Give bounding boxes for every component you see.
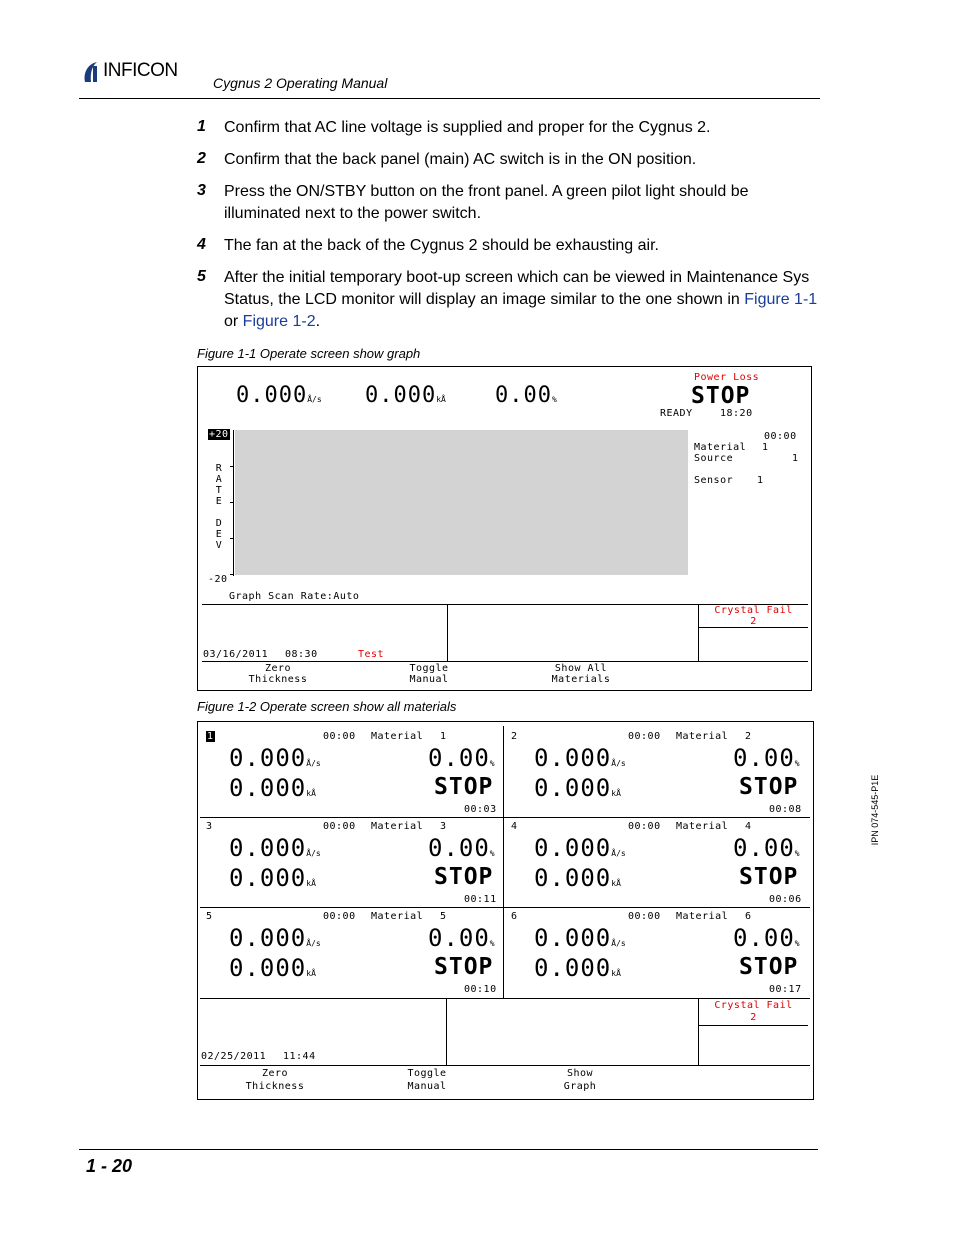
step-number: 3 [197, 182, 206, 199]
cell-power [733, 834, 800, 862]
cell-time: 00:00 [628, 911, 661, 922]
cell-power-value: 0.00 [733, 744, 795, 772]
crystal-fail-alert [699, 605, 808, 627]
show-all-materials-softkey[interactable] [531, 663, 631, 685]
y-axis-top: +20 [209, 429, 229, 440]
panel-divider [698, 1025, 808, 1026]
cell-rate [229, 834, 321, 862]
cell-material-label: Material [371, 911, 424, 922]
y-axis-letter: E [215, 496, 223, 507]
crystal-fail-alert [699, 1000, 808, 1024]
cell-power-unit: % [794, 939, 800, 948]
material-cell-2[interactable] [503, 722, 813, 817]
cell-number: 1 [207, 731, 214, 742]
softkey-label: Materials [551, 674, 611, 685]
zero-thickness-softkey[interactable] [228, 663, 328, 685]
cell-material-label: Material [676, 821, 729, 832]
cell-material-number: 6 [745, 911, 752, 922]
step-text [224, 267, 819, 333]
y-axis-line [233, 430, 234, 576]
test-label: Test [358, 649, 385, 660]
cell-number: 5 [206, 911, 213, 922]
material-cell-3[interactable] [198, 812, 503, 907]
cell-state: STOP [434, 774, 494, 800]
softkey-label: Zero [261, 1068, 289, 1079]
step-text-part: . [315, 313, 321, 330]
cell-power [428, 744, 495, 772]
step-text-part: After the initial temporary boot-up screen which can be viewed in Maintenance Sys Status, the LCD monitor will display an image similar to the one shown in [224, 269, 810, 308]
softkey-label: Toggle [409, 663, 449, 674]
y-axis-tick [230, 502, 234, 503]
cell-rate [534, 924, 626, 952]
figure-1-2-caption: Figure 1-2 Operate screen show all materials [197, 699, 457, 714]
cell-power-value: 0.00 [733, 924, 795, 952]
crystal-fail-number: 2 [750, 1012, 757, 1023]
elapsed-time: 00:00 [764, 431, 797, 442]
state-stop: STOP [691, 383, 751, 409]
cell-elapsed: 00:08 [769, 804, 802, 815]
crystal-fail-number: 2 [750, 616, 757, 627]
y-axis-letter: T [215, 485, 223, 496]
cell-material-number: 1 [440, 731, 447, 742]
cell-elapsed: 00:11 [464, 894, 497, 905]
panel-divider [446, 998, 447, 1065]
y-axis-letter: V [215, 540, 223, 551]
step-number: 2 [197, 150, 206, 167]
softkey-label: Manual [407, 1081, 447, 1092]
rate-readout [236, 383, 322, 408]
sensor-value: 1 [757, 475, 764, 486]
logo-text: INFICON [103, 60, 178, 81]
softkey-label: Thickness [245, 1081, 305, 1092]
cell-power-unit: % [489, 939, 495, 948]
cell-thickness-unit: kÅ [306, 969, 316, 978]
rate-value: 0.000 [236, 383, 308, 408]
inficon-logo [81, 60, 193, 84]
clock-time: 18:20 [720, 408, 753, 419]
cell-thickness [534, 954, 621, 982]
cell-rate-unit: Å/s [306, 939, 321, 948]
cell-material-label: Material [676, 731, 729, 742]
cell-state: STOP [739, 954, 799, 980]
cell-rate-unit: Å/s [306, 849, 321, 858]
step-text: The fan at the back of the Cygnus 2 should be exhausting air. [224, 237, 659, 254]
cell-rate-unit: Å/s [611, 939, 626, 948]
cell-rate-value: 0.000 [229, 834, 307, 862]
toggle-manual-softkey[interactable] [377, 1067, 477, 1093]
figure-1-2-lcd-screen [197, 721, 814, 1100]
softkey-divider [200, 1065, 810, 1066]
cell-state: STOP [739, 864, 799, 890]
cell-power-value: 0.00 [428, 744, 490, 772]
y-axis-tick [230, 574, 234, 575]
material-cell-5[interactable] [198, 902, 503, 997]
material-value: 1 [762, 442, 769, 453]
cell-thickness-value: 0.000 [534, 954, 612, 982]
step-number: 4 [197, 236, 206, 253]
cell-elapsed: 00:06 [769, 894, 802, 905]
rate-dev-graph-area [235, 430, 688, 575]
cell-rate-unit: Å/s [306, 759, 321, 768]
cell-number: 4 [511, 821, 518, 832]
ready-label: READY [660, 408, 693, 419]
cell-elapsed: 00:03 [464, 804, 497, 815]
cell-thickness-value: 0.000 [229, 864, 307, 892]
graph-scan-rate: Graph Scan Rate:Auto [229, 591, 360, 602]
thickness-readout [365, 383, 446, 408]
zero-thickness-softkey[interactable] [225, 1067, 325, 1093]
cell-power [733, 744, 800, 772]
step-number: 5 [197, 268, 206, 285]
footer-rule [79, 1149, 818, 1150]
step-text-part: or [224, 313, 243, 330]
cell-power-unit: % [794, 759, 800, 768]
cell-rate-value: 0.000 [534, 834, 612, 862]
material-label: Material [694, 442, 747, 453]
y-axis-letter: A [215, 474, 223, 485]
cell-rate-value: 0.000 [534, 924, 612, 952]
cell-elapsed: 00:17 [769, 984, 802, 995]
material-cell-4[interactable] [503, 812, 813, 907]
y-axis-letter [215, 507, 223, 518]
clock-label: 08:30 [285, 649, 318, 660]
doc-title: Cygnus 2 Operating Manual [213, 75, 388, 91]
figure-1-1-link[interactable]: Figure 1-1 [744, 291, 818, 308]
cell-number: 3 [206, 821, 213, 832]
date-label: 02/25/2011 [201, 1051, 267, 1062]
power-unit: % [551, 395, 557, 404]
cell-power-unit: % [489, 759, 495, 768]
rate-unit: Å/s [307, 395, 322, 404]
clock-label: 11:44 [283, 1051, 316, 1062]
cell-thickness-value: 0.000 [229, 774, 307, 802]
panel-divider [698, 627, 808, 628]
y-axis-tick [230, 538, 234, 539]
cell-material-label: Material [371, 731, 424, 742]
cell-power-unit: % [489, 849, 495, 858]
page-number: 1 - 20 [86, 1156, 133, 1176]
material-cell-1[interactable] [198, 722, 503, 817]
softkey-label: Toggle [407, 1068, 447, 1079]
thickness-value: 0.000 [365, 383, 437, 408]
figure-1-1-caption: Figure 1-1 Operate screen show graph [197, 346, 421, 361]
cell-number: 6 [511, 911, 518, 922]
cell-rate-value: 0.000 [229, 924, 307, 952]
cell-power [733, 924, 800, 952]
cell-elapsed: 00:10 [464, 984, 497, 995]
softkey-label: Manual [409, 674, 449, 685]
cell-thickness-unit: kÅ [306, 879, 316, 888]
cell-time: 00:00 [323, 821, 356, 832]
power-value: 0.00 [495, 383, 552, 408]
inficon-logo-icon [81, 60, 103, 84]
softkey-label: Zero [264, 663, 292, 674]
cell-state: STOP [434, 864, 494, 890]
ipn-code: IPN 074-545-P1E [870, 774, 880, 846]
cell-thickness-unit: kÅ [306, 789, 316, 798]
thickness-unit: kÅ [436, 395, 446, 404]
header-rule [79, 98, 820, 99]
cell-number: 2 [511, 731, 518, 742]
cell-material-label: Material [371, 821, 424, 832]
step-number: 1 [197, 118, 206, 135]
softkey-label: Show [566, 1068, 594, 1079]
cell-power [428, 924, 495, 952]
y-axis-bottom: -20 [208, 574, 228, 585]
cell-thickness [229, 954, 316, 982]
step-text: Confirm that AC line voltage is supplied and proper for the Cygnus 2. [224, 119, 711, 136]
cell-material-number: 2 [745, 731, 752, 742]
figure-1-1-lcd-screen [197, 366, 812, 691]
y-axis-letter: R [215, 463, 223, 474]
cell-time: 00:00 [628, 731, 661, 742]
cell-time: 00:00 [323, 911, 356, 922]
y-axis-letters [215, 463, 223, 551]
crystal-fail-label: Crystal Fail [714, 605, 793, 616]
source-value: 1 [792, 453, 799, 464]
grid-divider [200, 998, 810, 999]
panel-divider [447, 604, 448, 661]
cell-thickness [534, 864, 621, 892]
cell-material-number: 5 [440, 911, 447, 922]
cell-power-value: 0.00 [428, 834, 490, 862]
figure-1-2-link[interactable]: Figure 1-2 [242, 313, 316, 330]
cell-rate-unit: Å/s [611, 759, 626, 768]
cell-power-value: 0.00 [428, 924, 490, 952]
cell-rate [534, 744, 626, 772]
power-readout [495, 383, 557, 408]
source-label: Source [694, 453, 734, 464]
show-graph-softkey[interactable] [530, 1067, 630, 1093]
cell-state: STOP [434, 954, 494, 980]
cell-material-label: Material [676, 911, 729, 922]
cell-thickness [534, 774, 621, 802]
cell-power-unit: % [794, 849, 800, 858]
cell-thickness [229, 864, 316, 892]
cell-rate [229, 744, 321, 772]
cell-thickness-unit: kÅ [611, 789, 621, 798]
cell-thickness [229, 774, 316, 802]
softkey-label: Graph [563, 1081, 597, 1092]
cell-thickness-unit: kÅ [611, 879, 621, 888]
cell-material-number: 4 [745, 821, 752, 832]
cell-time: 00:00 [628, 821, 661, 832]
cell-state: STOP [739, 774, 799, 800]
cell-rate [534, 834, 626, 862]
softkey-label: Thickness [248, 674, 308, 685]
step-text: Confirm that the back panel (main) AC switch is in the ON position. [224, 151, 697, 168]
y-axis-tick [230, 466, 234, 467]
crystal-fail-label: Crystal Fail [714, 1000, 793, 1011]
cell-thickness-unit: kÅ [611, 969, 621, 978]
cell-thickness-value: 0.000 [534, 864, 612, 892]
softkey-divider [202, 661, 808, 662]
cell-rate-unit: Å/s [611, 849, 626, 858]
cell-power [428, 834, 495, 862]
cell-thickness-value: 0.000 [534, 774, 612, 802]
toggle-manual-softkey[interactable] [379, 663, 479, 685]
y-axis-letter: D [215, 518, 223, 529]
cell-power-value: 0.00 [733, 834, 795, 862]
material-cell-6[interactable] [503, 902, 813, 997]
cell-thickness-value: 0.000 [229, 954, 307, 982]
date-label: 03/16/2011 [203, 649, 269, 660]
softkey-label: Show All [554, 663, 608, 674]
y-axis-letter: E [215, 529, 223, 540]
sensor-label: Sensor [694, 475, 734, 486]
cell-rate-value: 0.000 [534, 744, 612, 772]
step-text: Press the ON/STBY button on the front panel. A green pilot light should be illuminated next to the power switch. [224, 183, 749, 222]
cell-rate-value: 0.000 [229, 744, 307, 772]
power-loss-alert: Power Loss [694, 372, 760, 383]
cell-time: 00:00 [323, 731, 356, 742]
cell-rate [229, 924, 321, 952]
cell-material-number: 3 [440, 821, 447, 832]
